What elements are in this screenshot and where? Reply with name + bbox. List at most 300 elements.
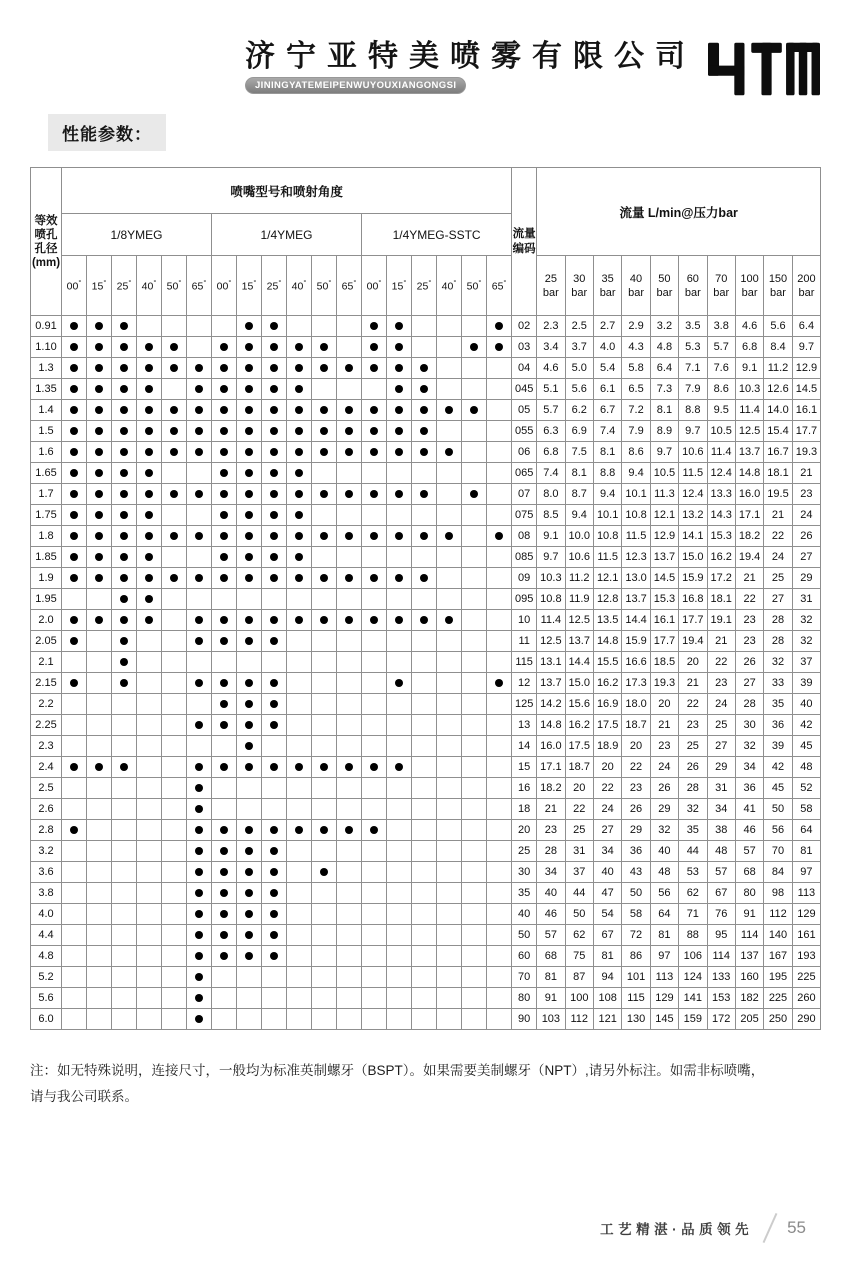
dot-cell [112,463,137,484]
dot-cell [337,925,362,946]
dot-cell [387,652,412,673]
dot-cell [137,946,162,967]
dot-icon [420,616,428,624]
dot-cell [212,421,237,442]
flow-cell: 11.4 [707,442,735,463]
dot-icon [95,322,103,330]
flow-cell: 15.3 [650,589,678,610]
dot-cell [112,379,137,400]
dot-cell [412,421,437,442]
page-footer [600,1212,806,1244]
angle-header: 50° [162,256,187,316]
dot-icon [220,700,228,708]
dot-cell [387,736,412,757]
dot-cell [212,652,237,673]
flow-cell: 10.5 [707,421,735,442]
dot-icon [295,364,303,372]
dot-cell [487,946,512,967]
dot-icon [470,490,478,498]
flow-cell: 46 [735,820,763,841]
diameter-cell: 4.4 [31,925,62,946]
pressure-value: 70 [715,272,728,285]
dot-icon [370,616,378,624]
dot-icon [145,616,153,624]
dot-cell [162,715,187,736]
dot-cell [262,778,287,799]
dot-icon [70,364,78,372]
dot-cell [462,421,487,442]
dot-cell [137,379,162,400]
dot-cell [212,694,237,715]
dot-cell [62,1009,87,1030]
diameter-cell: 2.3 [31,736,62,757]
code-cell: 07 [512,484,537,505]
flow-cell: 16.9 [593,694,621,715]
dot-cell [337,778,362,799]
flow-cell: 25 [679,736,707,757]
code-cell: 02 [512,316,537,337]
flow-cell: 103 [537,1009,565,1030]
flow-cell: 5.8 [622,358,650,379]
footnote-line-2: 请与我公司联系。 [30,1089,138,1104]
flow-cell: 7.9 [622,421,650,442]
dot-icon [195,952,203,960]
flow-cell: 290 [792,1009,820,1030]
flow-cell: 13.0 [622,568,650,589]
flow-cell: 15.9 [679,568,707,589]
flow-cell: 48 [707,841,735,862]
diameter-cell: 2.6 [31,799,62,820]
dot-cell [387,778,412,799]
dot-cell [137,463,162,484]
flow-cell: 130 [622,1009,650,1030]
dot-icon [70,448,78,456]
dot-icon [320,448,328,456]
dot-icon [120,448,128,456]
dot-cell [237,925,262,946]
dot-cell [437,883,462,904]
dot-cell [87,421,112,442]
dot-cell [162,610,187,631]
dot-cell [162,484,187,505]
code-cell: 70 [512,967,537,988]
dot-icon [195,490,203,498]
flow-cell: 36 [735,778,763,799]
table-row [31,799,821,820]
dot-icon [345,826,353,834]
flow-cell: 250 [764,1009,792,1030]
flow-cell: 11.9 [565,589,593,610]
dot-cell [412,988,437,1009]
dot-cell [162,379,187,400]
flow-cell: 24 [650,757,678,778]
flow-code-header-line: 流量 [512,227,536,240]
dot-cell [137,358,162,379]
dot-cell [87,799,112,820]
dot-cell [412,883,437,904]
pressure-unit: bar [628,286,644,299]
dot-icon [195,910,203,918]
dot-cell [487,568,512,589]
flow-cell: 4.3 [622,337,650,358]
flow-cell: 7.5 [565,442,593,463]
dot-cell [212,547,237,568]
dot-cell [187,568,212,589]
flow-cell: 5.0 [565,358,593,379]
dot-icon [70,427,78,435]
flow-cell: 19.5 [764,484,792,505]
code-cell: 095 [512,589,537,610]
dot-cell [212,568,237,589]
dot-cell [187,463,212,484]
dot-cell [437,589,462,610]
dot-icon [295,448,303,456]
dot-cell [137,841,162,862]
dot-icon [120,490,128,498]
dot-icon [195,973,203,981]
flow-cell: 15.4 [764,421,792,442]
dot-cell [237,463,262,484]
dot-cell [462,841,487,862]
flow-cell: 39 [792,673,820,694]
flow-cell: 22 [707,652,735,673]
flow-cell: 56 [650,883,678,904]
table-row [31,589,821,610]
code-cell: 06 [512,442,537,463]
table-row [31,904,821,925]
dot-icon [395,322,403,330]
flow-cell: 16.1 [650,610,678,631]
dot-icon [120,532,128,540]
dot-icon [270,910,278,918]
dot-icon [270,574,278,582]
dot-icon [420,574,428,582]
dot-cell [162,358,187,379]
code-cell: 90 [512,1009,537,1030]
dot-icon [245,616,253,624]
dot-cell [112,967,137,988]
dot-cell [337,547,362,568]
dot-icon [170,427,178,435]
diameter-cell: 1.85 [31,547,62,568]
dot-cell [262,883,287,904]
flow-cell: 13.7 [735,442,763,463]
dot-cell [112,610,137,631]
dot-cell [287,736,312,757]
table-row [31,778,821,799]
dot-icon [95,469,103,477]
dot-cell [312,715,337,736]
degree-symbol: ° [128,278,132,288]
dot-cell [137,568,162,589]
flow-cell: 31 [707,778,735,799]
flow-cell: 15.0 [679,547,707,568]
table-row [31,379,821,400]
dot-cell [212,379,237,400]
pressure-header [792,256,820,316]
dot-cell [237,694,262,715]
dot-cell [437,862,462,883]
corner-header-line: 等效 [34,214,58,227]
dot-cell [337,715,362,736]
dot-cell [387,757,412,778]
flow-cell: 10.3 [537,568,565,589]
degree-symbol: ° [153,278,157,288]
flow-cell: 141 [679,988,707,1009]
flow-cell: 6.8 [537,442,565,463]
dot-cell [187,442,212,463]
head-row-3 [31,256,821,316]
dot-cell [62,673,87,694]
flow-cell: 133 [707,967,735,988]
dot-icon [270,322,278,330]
dot-cell [62,841,87,862]
page-header [245,40,820,101]
dot-cell [312,820,337,841]
dot-icon [70,826,78,834]
dot-icon [145,385,153,393]
dot-cell [137,652,162,673]
flow-cell: 10.3 [735,379,763,400]
slash-divider [763,1213,778,1243]
dot-cell [187,736,212,757]
dot-cell [412,484,437,505]
flow-cell: 14.4 [622,610,650,631]
dot-cell [137,799,162,820]
dot-cell [312,526,337,547]
dot-cell [362,547,387,568]
dot-icon [270,364,278,372]
dot-cell [487,673,512,694]
dot-cell [337,505,362,526]
table-row [31,358,821,379]
flow-cell: 6.4 [792,316,820,337]
pressure-value: 60 [686,272,699,285]
diameter-cell: 6.0 [31,1009,62,1030]
dot-cell [237,652,262,673]
dot-cell [187,337,212,358]
flow-code-header [512,168,537,316]
dot-cell [487,379,512,400]
dot-cell [462,799,487,820]
dot-cell [362,694,387,715]
dot-icon [270,637,278,645]
dot-cell [62,337,87,358]
flow-cell: 47 [593,883,621,904]
dot-cell [237,631,262,652]
angle-header: 25° [412,256,437,316]
dot-cell [487,715,512,736]
dot-cell [387,820,412,841]
dot-cell [112,820,137,841]
dot-cell [162,820,187,841]
dot-cell [462,547,487,568]
dot-cell [262,589,287,610]
dot-cell [112,736,137,757]
dot-cell [237,820,262,841]
dot-icon [70,679,78,687]
dot-cell [237,421,262,442]
flow-cell: 28 [735,694,763,715]
dot-cell [462,736,487,757]
dot-cell [412,505,437,526]
dot-cell [237,946,262,967]
dot-cell [437,757,462,778]
flow-cell: 52 [792,778,820,799]
dot-cell [487,589,512,610]
dot-icon [345,490,353,498]
dot-icon [270,826,278,834]
dot-cell [387,988,412,1009]
flow-cell: 19.3 [650,673,678,694]
dot-icon [270,868,278,876]
dot-cell [437,610,462,631]
flow-cell: 67 [707,883,735,904]
dot-cell [237,337,262,358]
degree-symbol: ° [353,278,357,288]
code-cell: 30 [512,862,537,883]
dot-cell [62,883,87,904]
dot-cell [87,505,112,526]
flow-cell: 159 [679,1009,707,1030]
flow-cell: 145 [650,1009,678,1030]
degree-symbol: ° [453,278,457,288]
dot-cell [437,925,462,946]
dot-cell [487,736,512,757]
diameter-cell: 1.8 [31,526,62,547]
dot-cell [237,883,262,904]
flow-cell: 17.1 [735,505,763,526]
flow-cell: 29 [792,568,820,589]
dot-cell [287,694,312,715]
dot-cell [387,421,412,442]
dot-icon [95,511,103,519]
ytm-logo-icon [708,42,820,101]
dot-cell [237,757,262,778]
dot-icon [395,385,403,393]
dot-cell [287,631,312,652]
dot-icon [70,616,78,624]
flow-cell: 27 [707,736,735,757]
flow-cell: 20 [593,757,621,778]
dot-cell [62,358,87,379]
head-row-1 [31,168,821,214]
table-row [31,736,821,757]
dot-icon [345,406,353,414]
dot-icon [120,616,128,624]
dot-cell [187,715,212,736]
dot-icon [295,343,303,351]
dot-icon [295,490,303,498]
dot-cell [262,484,287,505]
dot-cell [87,925,112,946]
flow-cell: 14.0 [764,400,792,421]
flow-cell: 3.2 [650,316,678,337]
code-cell: 40 [512,904,537,925]
dot-cell [362,757,387,778]
dot-cell [137,820,162,841]
flow-cell: 100 [565,988,593,1009]
dot-cell [87,463,112,484]
dot-icon [245,322,253,330]
flow-cell: 11.3 [650,484,678,505]
code-cell: 16 [512,778,537,799]
flow-cell: 13.5 [593,610,621,631]
dot-cell [287,862,312,883]
code-cell: 13 [512,715,537,736]
dot-cell [312,337,337,358]
dot-cell [62,925,87,946]
dot-cell [62,484,87,505]
dot-icon [245,385,253,393]
dot-icon [195,931,203,939]
flow-cell: 5.7 [537,400,565,421]
dot-cell [87,841,112,862]
dot-icon [270,700,278,708]
dot-icon [220,952,228,960]
dot-cell [487,400,512,421]
dot-icon [295,574,303,582]
dot-cell [412,757,437,778]
dot-cell [137,904,162,925]
flow-cell: 101 [622,967,650,988]
dot-cell [112,1009,137,1030]
footer-slogan: 工艺精湛·品质领先 [600,1222,754,1237]
dot-cell [137,736,162,757]
dot-cell [487,631,512,652]
dot-cell [487,757,512,778]
flow-cell: 18.0 [622,694,650,715]
dot-icon [120,679,128,687]
dot-cell [87,526,112,547]
dot-cell [462,778,487,799]
flow-cell: 10.0 [565,526,593,547]
dot-cell [87,442,112,463]
flow-cell: 20 [622,736,650,757]
table-row [31,610,821,631]
flow-cell: 20 [679,652,707,673]
flow-cell: 62 [565,925,593,946]
dot-icon [170,574,178,582]
dot-icon [70,490,78,498]
code-cell: 075 [512,505,537,526]
dot-cell [262,673,287,694]
flow-cell: 115 [622,988,650,1009]
dot-icon [170,448,178,456]
flow-cell: 23 [792,484,820,505]
dot-icon [345,364,353,372]
flow-cell: 24 [764,547,792,568]
dot-cell [237,610,262,631]
flow-cell: 81 [792,841,820,862]
dot-cell [287,316,312,337]
flow-cell: 12.5 [565,610,593,631]
dot-cell [187,967,212,988]
dot-cell [112,757,137,778]
dot-icon [370,427,378,435]
dot-cell [362,862,387,883]
dot-cell [212,442,237,463]
dot-cell [187,379,212,400]
dot-icon [70,343,78,351]
angle-header: 50° [462,256,487,316]
dot-icon [120,427,128,435]
dot-cell [162,526,187,547]
dot-cell [362,421,387,442]
code-cell: 11 [512,631,537,652]
flow-cell: 37 [792,652,820,673]
dot-cell [362,379,387,400]
